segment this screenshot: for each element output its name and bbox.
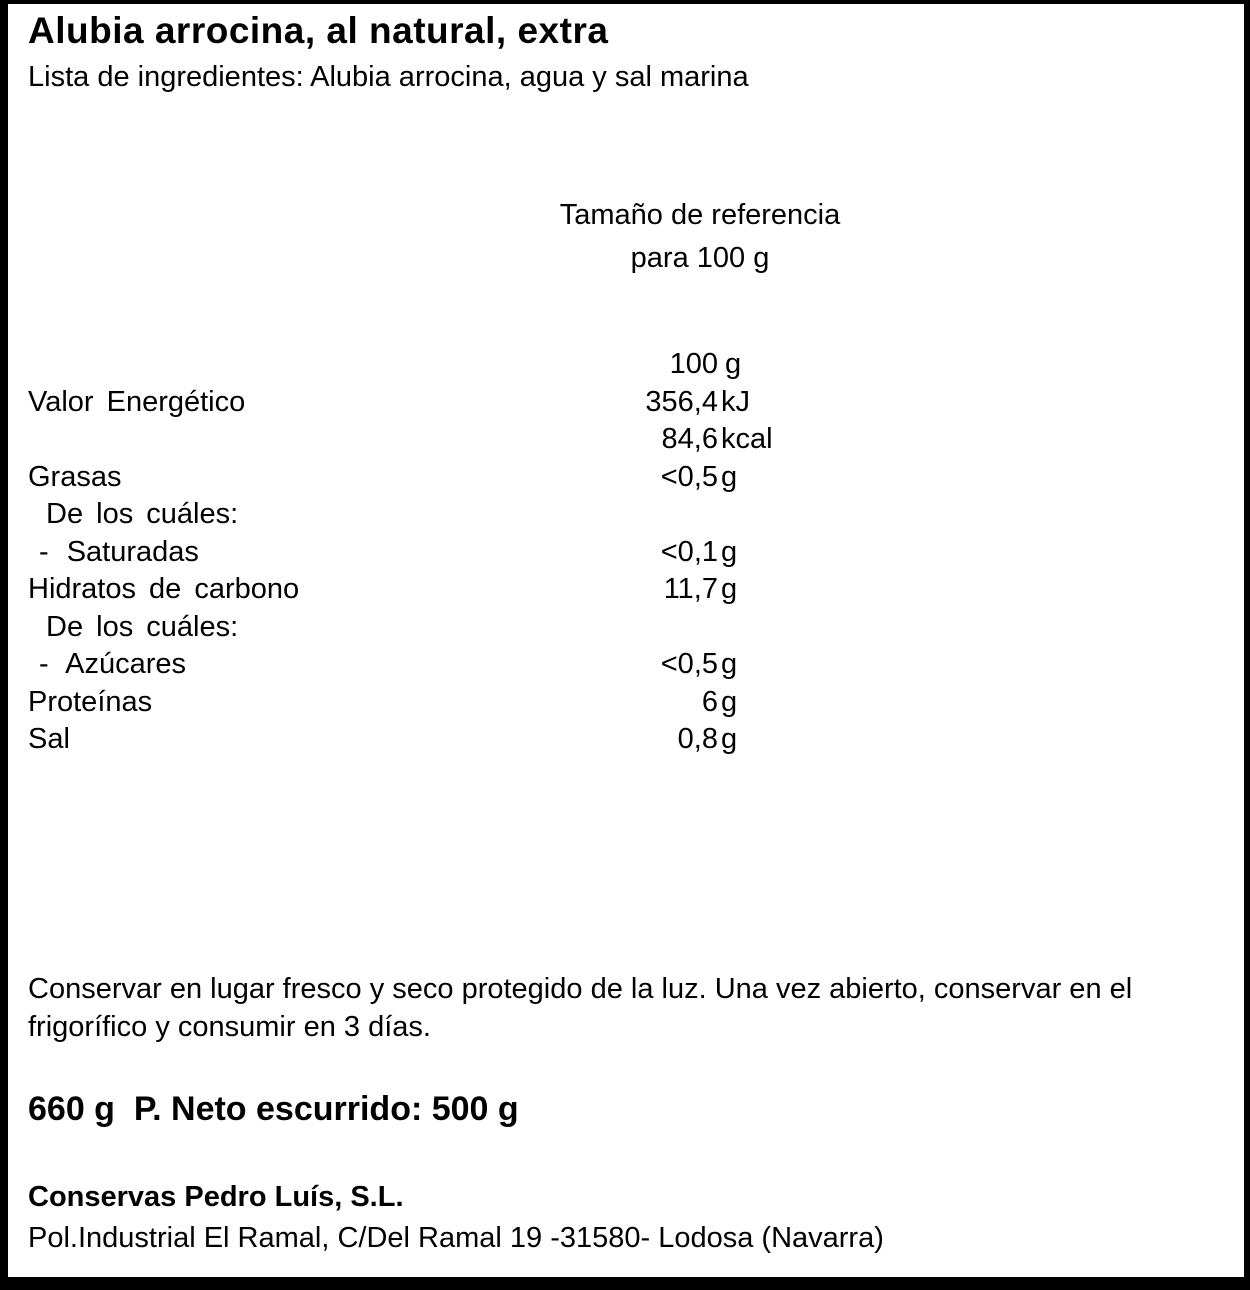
- nutrient-unit: kJ: [721, 385, 750, 418]
- nutrient-amount: 84,6: [661, 423, 718, 455]
- nutrient-label: De los cuáles:: [46, 498, 239, 530]
- nutrient-unit: [718, 496, 721, 534]
- nutrition-header-label: [28, 346, 608, 384]
- reference-size-block: [400, 194, 1000, 280]
- nutrition-column-header: [28, 346, 848, 384]
- nutrient-unit: g: [721, 723, 738, 755]
- nutrient-label: Hidratos de carbono: [28, 573, 300, 605]
- nutrient-label: Valor Energético: [28, 385, 246, 418]
- nutrient-amount: 0,8: [677, 723, 718, 755]
- nutrition-row-protein: [28, 684, 848, 722]
- nutrition-row-of-which-fat: [28, 496, 848, 534]
- nutrient-label: Proteínas: [28, 685, 153, 718]
- reference-size-line1: Tamaño de referencia: [559, 199, 841, 231]
- manufacturer-name: Conservas Pedro Luís, S.L.: [28, 1181, 404, 1213]
- nutrient-label: - Saturadas: [39, 535, 199, 568]
- nutrient-amount: [608, 609, 718, 647]
- reference-size-line2: para 100 g: [630, 242, 770, 274]
- nutrition-row-fat: [28, 459, 848, 497]
- nutrient-amount: <0,5: [660, 460, 718, 493]
- nutrition-row-of-which-carbs: [28, 609, 848, 647]
- nutrient-label: De los cuáles:: [46, 610, 239, 643]
- nutrient-amount: 11,7: [663, 573, 718, 605]
- nutrient-unit: g: [721, 648, 738, 680]
- nutrient-amount: 6: [701, 685, 718, 718]
- manufacturer-address: Pol.Industrial El Ramal, C/Del Ramal 19 -31580- Lodosa (Navarra): [28, 1222, 884, 1254]
- nutrient-label: [28, 421, 608, 459]
- nutrient-amount: <0,1: [660, 535, 718, 568]
- nutrition-row-energy-kj: [28, 384, 848, 422]
- nutrition-header-amount: 100: [669, 348, 718, 380]
- nutrient-unit: [718, 609, 721, 647]
- nutrition-header-unit: g: [725, 348, 742, 380]
- nutrient-unit: kcal: [721, 423, 773, 455]
- nutrient-label: Grasas: [28, 460, 122, 493]
- nutrition-row-salt: [28, 721, 848, 759]
- nutrient-unit: g: [721, 685, 738, 718]
- nutrient-amount: [608, 496, 718, 534]
- nutrition-row-sugars: [28, 646, 848, 684]
- nutrition-table: [28, 346, 848, 759]
- nutrition-row-energy-kcal: [28, 421, 848, 459]
- page-title: Alubia arrocina, al natural, extra: [28, 10, 609, 51]
- ingredients-list: Lista de ingredientes: Alubia arrocina, agua y sal marina: [28, 61, 749, 93]
- nutrition-row-saturated: [28, 534, 848, 572]
- nutrient-unit: g: [721, 535, 738, 568]
- nutrient-label: - Azúcares: [39, 648, 186, 680]
- nutrient-amount: 356,4: [645, 385, 718, 418]
- nutrient-unit: g: [721, 573, 738, 605]
- storage-instructions: Conservar en lugar fresco y seco protegido de la luz. Una vez abierto, conservar en el frigorífico y consumir en 3 días.: [28, 973, 1141, 1043]
- net-weight: 660 g P. Neto escurrido: 500 g: [28, 1090, 519, 1128]
- nutrient-amount: <0,5: [660, 648, 718, 680]
- nutrient-unit: g: [721, 460, 738, 493]
- nutrition-row-carbohydrates: [28, 571, 848, 609]
- nutrient-label: Sal: [28, 723, 70, 755]
